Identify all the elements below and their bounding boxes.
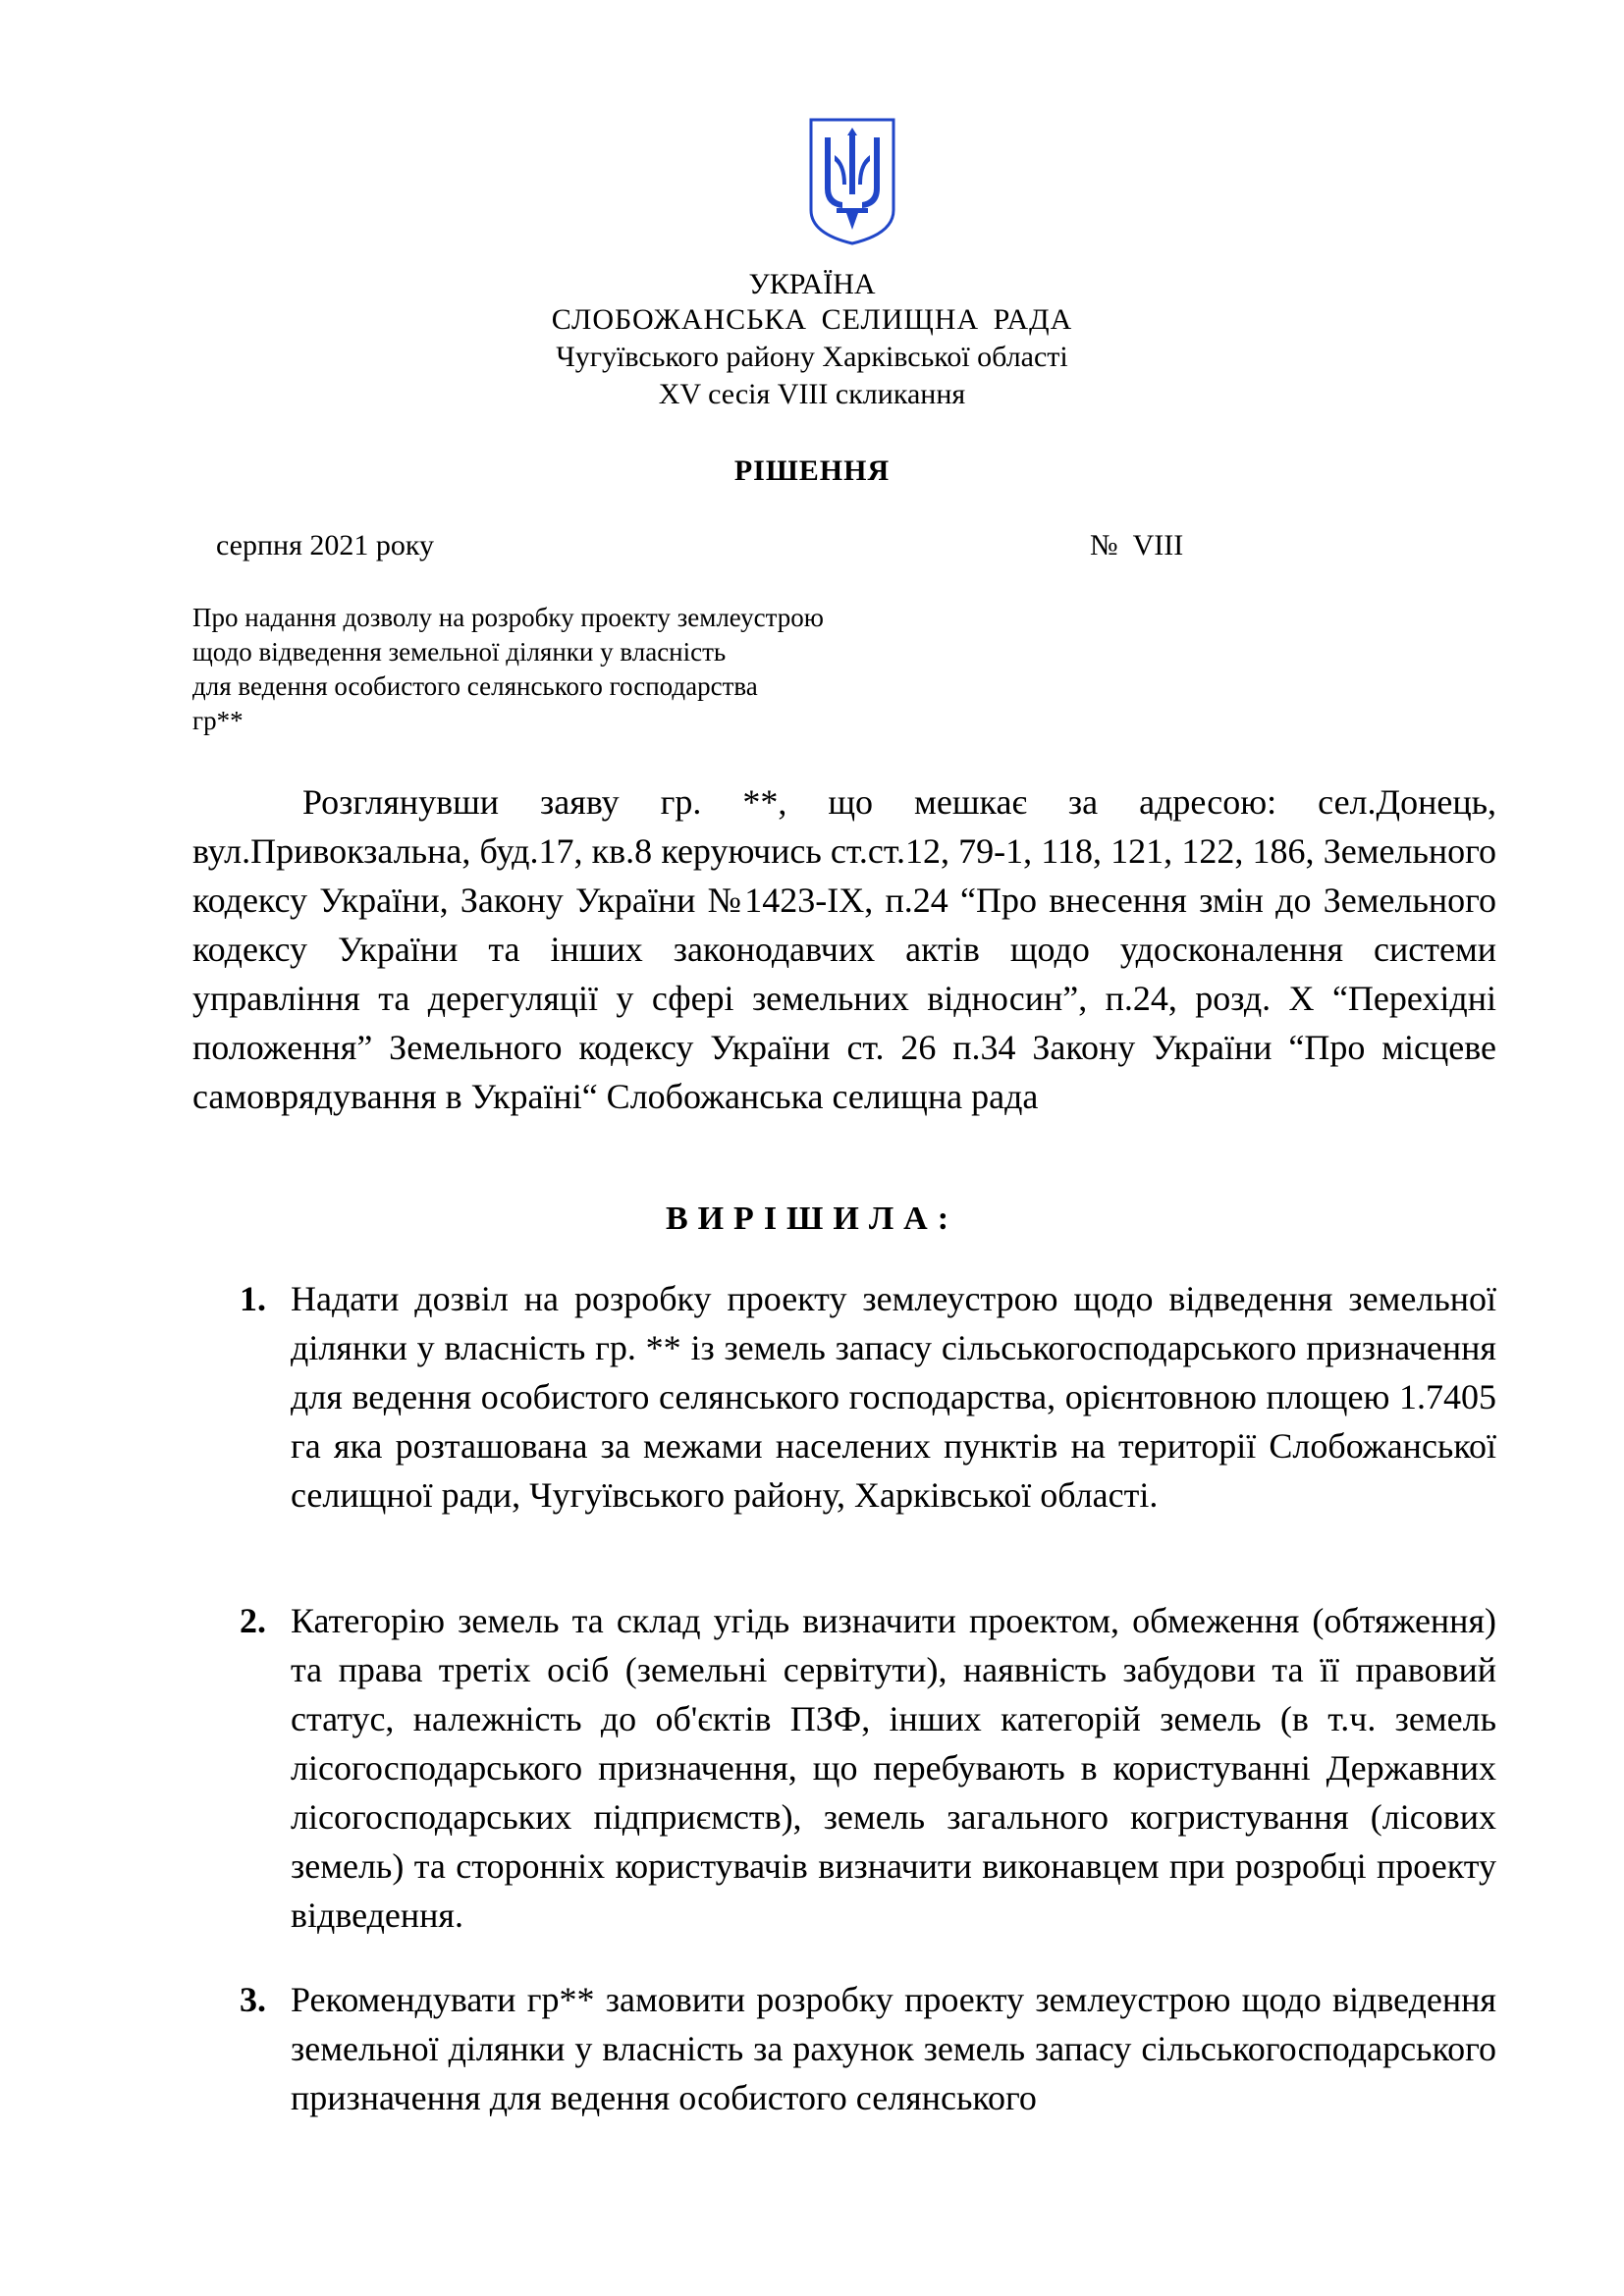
coat-of-arms-icon [807,116,897,247]
item-number: 1. [240,1279,266,1318]
decided-heading: ВИРІШИЛА: [665,1201,959,1237]
document-title: РІШЕННЯ [733,454,891,487]
session-info: XV сесія VIII скликання [658,378,966,410]
country-name: УКРАЇНА [748,268,876,300]
item-number: 3. [240,1980,266,2019]
item-text: Надати дозвіл на розробку проекту землеустрою щодо відведення земельної ділянки у власність гр. ** із земель запасу сільськогосподарського призначення для ведення особистого селянського господарства, орієнтовною площею 1.7405 га яка розташована за межами населених пунктів на території Слобожанської селищної ради, Чугуївського району, Харківської області. [291,1279,1496,1515]
item-text: Рекомендувати гр** замовити розробку проекту землеустрою щодо відведення земельної ділянки у власність за рахунок земель запасу сільськогосподарського призначення для ведення особистого селянського [291,1980,1496,2117]
subject-line: щодо відведення земельної ділянки у власність [192,637,727,667]
preamble-paragraph: Розглянувши заяву гр. **, що мешкає за адресою: сел.Донець, вул.Привокзальна, буд.17, кв.8 керуючись ст.ст.12, 79-1, 118, 121, 122, 186, Земельного кодексу України, Закону України №1423-IX, п.24 “Про внесення змін до Земельного кодексу України та інших законодавчих актів щодо удосконалення системи управління та дерегуляції у сфері земельних відносин”, п.24, розд. Х “Перехідні положення” Земельного кодексу України ст. 26 п.34 Закону України “Про місцеве самоврядування в Україні“ Слобожанська селищна рада [192,782,1496,1116]
council-name: СЛОБОЖАНСЬКА СЕЛИЩНА РАДА [551,303,1073,336]
item-number: 2. [240,1601,266,1640]
document-date: серпня 2021 року [216,529,435,561]
district-name: Чугуївського району Харківської області [556,341,1068,373]
subject-line: для ведення особистого селянського господарства [192,671,758,701]
decision-subject [192,601,824,738]
subject-line: Про надання дозволу на розробку проекту землеустрою [192,603,824,632]
document-number: № VIII [1090,529,1184,561]
item-text: Категорію земель та склад угідь визначити проектом, обмеження (обтяження) та права третіх осіб (земельні сервітути), наявність забудови та її правовий статус, належність до об'єктів ПЗФ, інших категорій земель (в т.ч. земель лісогосподарського призначення, що перебувають в користуванні Державних лісогосподарських підприємств), земель загального когристування (лісових земель) та сторонніх користувачів визначити виконавцем при розробці проекту відведення. [291,1601,1496,1935]
subject-line: гр** [192,706,244,735]
